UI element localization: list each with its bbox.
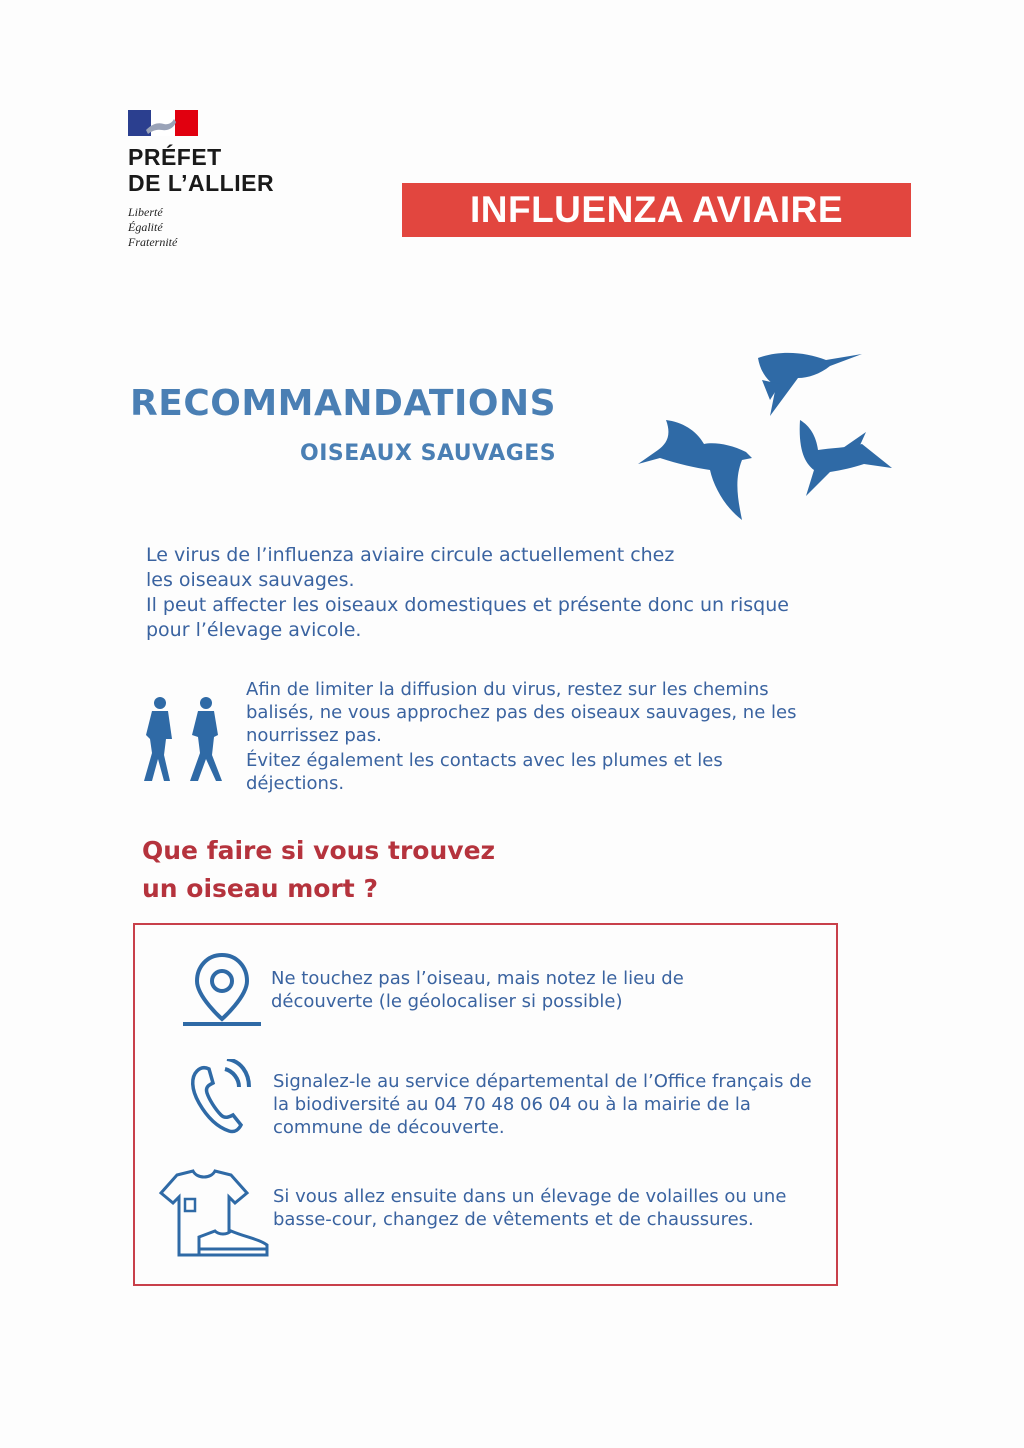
- flying-birds-illustration: [630, 340, 910, 540]
- advice-paragraph-1: Afin de limiter la diffusion du virus, restez sur les chemins balisés, ne vous approchez pas des oiseaux sauvages, ne les nourrissez pas.: [246, 679, 797, 746]
- intro-paragraph-1: Le virus de l’influenza aviaire circule actuellement chez les oiseaux sauvages.: [146, 544, 675, 591]
- main-title: RECOMMANDATIONS: [130, 383, 557, 424]
- phone-icon: [187, 1059, 253, 1135]
- republic-motto: Liberté Égalité Fraternité: [128, 205, 178, 249]
- walkers-icon: [140, 695, 232, 783]
- step-3-text: Si vous allez ensuite dans un élevage de volailles ou une basse-cour, changez de vêtements et de chaussures.: [273, 1186, 787, 1230]
- banner-title: INFLUENZA AVIAIRE: [469, 189, 843, 230]
- prefecture-name: PRÉFET DE L’ALLIER: [128, 144, 275, 196]
- clothes-shoe-icon: [155, 1169, 273, 1261]
- location-pin-icon: [181, 949, 263, 1029]
- banner: [402, 183, 911, 237]
- dead-bird-steps-box: [133, 923, 838, 1286]
- dead-bird-question: Que faire si vous trouvez un oiseau mort ?: [142, 836, 496, 903]
- step-2-text: Signalez-le au service départemental de l’Office français de la biodiversité au 04 70 48 06 04 ou à la mairie de la commune de découverte.: [273, 1071, 812, 1138]
- intro-text: [146, 543, 846, 643]
- marianne-flag-logo: [128, 110, 198, 136]
- advice-text: [246, 678, 846, 797]
- intro-paragraph-2: Il peut affecter les oiseaux domestiques et présente donc un risque pour l’élevage avicole.: [146, 594, 789, 641]
- step-1-text: Ne touchez pas l’oiseau, mais notez le lieu de découverte (le géolocaliser si possible): [271, 968, 684, 1012]
- sub-title: OISEAUX SAUVAGES: [300, 441, 557, 466]
- advice-paragraph-2: Évitez également les contacts avec les plumes et les déjections.: [246, 750, 723, 794]
